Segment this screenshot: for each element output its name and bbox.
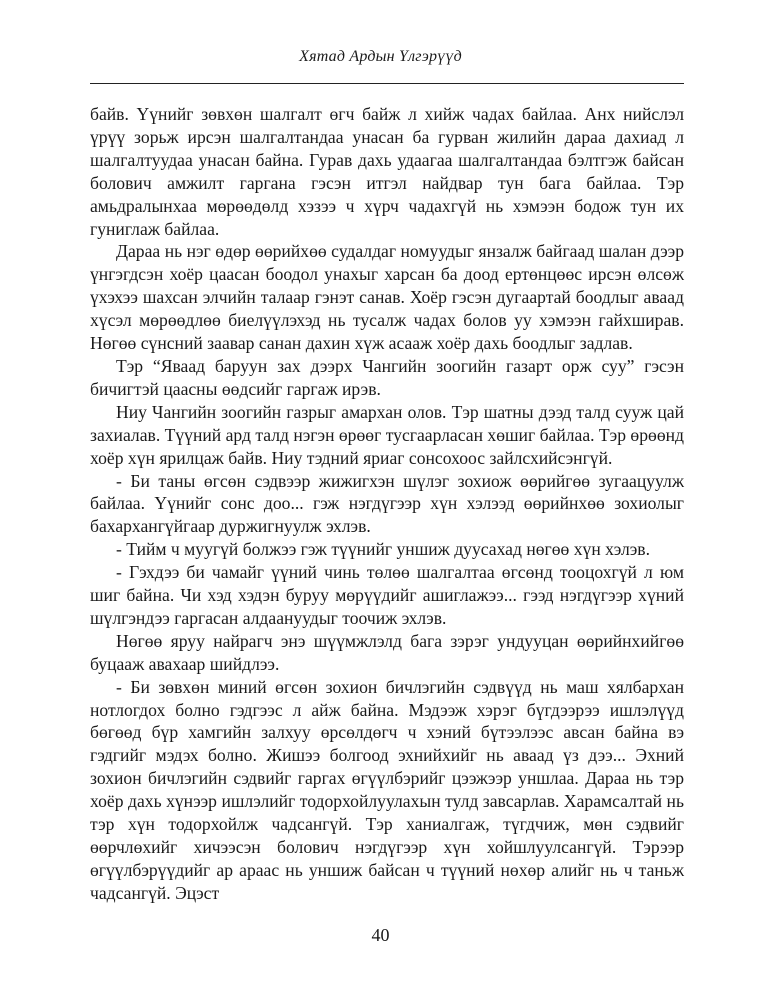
paragraph-8: Нөгөө яруу найрагч энэ шүүмжлэлд бага зэрэг ундууцан өөрийнхийгөө буцааж авахаар шийдлээ. (90, 630, 684, 674)
page-number: 40 (371, 925, 390, 945)
paragraph-4: Ниу Чангийн зоогийн газрыг амархан олов. Тэр шатны дээд талд сууж цай захиалав. Түүний ард талд нэгэн өрөөг тусгаарласан хөшиг байлаа. Тэр өрөөнд хоёр хүн ярилцаж байв. Ниу тэдний яриаг сонсохоос зайлсхийсэнгүй. (90, 401, 684, 468)
paragraph-7: - Гэхдээ би чамайг үүний чинь төлөө шалгалтаа өгсөнд тооцохгүй л юм шиг байна. Чи хэд хэдэн буруу мөрүүдийг ашиглажээ... гээд нэгдүгээр хүний шүлгэндээ гаргасан алдаануудыг тоочиж эхлэв. (90, 562, 684, 628)
paragraph-5: - Би таны өгсөн сэдвээр жижигхэн шүлэг зохиож өөрийгөө зугаацуулж байлаа. Үүнийг сонс доо... гэж нэгдүгээр хүн хэлээд өөрийнхөө зохиолыг бахархангүйгаар дуржигнуулж эхлэв. (90, 470, 684, 537)
paragraph-3: Тэр “Яваад баруун зах дээрх Чангийн зоогийн газарт орж суу” гэсэн бичигтэй цаасны өөдсийг гаргаж ирэв. (90, 355, 684, 399)
paragraph-1: байв. Үүнийг зөвхөн шалгалт өгч байж л хийж чадах байлаа. Анх нийслэл үрүү зорьж ирсэн шалгалтандаа унасан ба гурван жилийн дараа дахиад л шалгалтуудаа унасан байна. Гурав дахь удаагаа шалгалтандаа бэлтгэж байсан болович амжилт гаргана гэсэн итгэл найдвар тун бага байлаа. Тэр амьдралынхаа мөрөөдөлд хэзээ ч хүрч чадахгүй нь хэмээн бодож тун их гуниглаж байлаа. (90, 104, 684, 239)
paragraph-6: - Тийм ч муугүй болжээ гэж түүнийг уншиж дуусахад нөгөө хүн хэлэв. (116, 539, 650, 560)
paragraph-9: - Би зөвхөн миний өгсөн зохион бичлэгийн сэдвүүд нь маш хялбархан нотлогдох болно гэдгээс л айж байна. Мэдээж хэрэг бүгдээрээ ишлэлүүд бөгөөд бүр хамгийн залхуу өрсөлдөгч ч хэний бүтээлээс авсан байна вэ гэдгийг мэдэх болно. Жишээ болгоод эхнийхийг нь аваад үз дээ... Эхний зохион бичлэгийн сэдвийг гаргах өгүүлбэрийг цээжээр уншлаа. Дараа нь тэр хоёр дахь хүнээр ишлэлийг тодорхойлуулахын тулд завсарлав. Харамсалтай нь тэр хүн тодорхойлж чадсангүй. Тэр ханиалгаж, түгдчиж, мөн сэдвийг өөрчлөхийг хичээсэн болович нэгдүгээр хүн хойшлуулсангүй. Тэрээр өгүүлбэрүүдийг ар араас нь уншиж байсан ч түүний нөхөр алийг нь ч таньж чадсангүй. Эцэст (90, 676, 684, 903)
header-rule (90, 83, 684, 84)
body-text (90, 103, 684, 905)
running-head-title: Хятад Ардын Үлгэрүүд (299, 48, 462, 65)
paragraph-2: Дараа нь нэг өдөр өөрийхөө судалдаг номуудыг янзалж байгаад шалан дээр үнгэгдсэн хоёр цаасан боодол унахыг харсан ба доод ертөнцөөс ирсэн өлсөж үхэхээ шахсан элчийн талаар гэнэт санав. Хоёр гэсэн дугаартай боодлыг аваад хүсэл мөрөөдлөө биелүүлэхэд нь тусалж чадах болов уу хэмээн гайхширав. Нөгөө сүнсний заавар санан дахин хүж асааж хоёр дахь боодлыг задлав. (90, 241, 684, 354)
